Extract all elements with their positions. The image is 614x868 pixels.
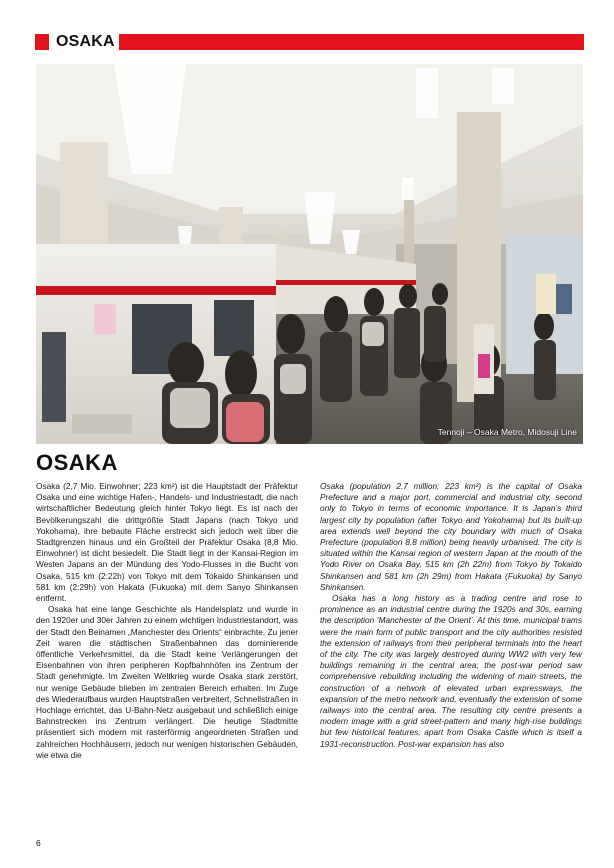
german-text-column xyxy=(36,481,298,761)
section-title: OSAKA xyxy=(36,450,118,475)
german-paragraph: Osaka hat eine lange Geschichte als Handelsplatz und wurde in den 1920er und 30er Jahren zu einem wichtigen Industriestandort, was der Stadt den Beinamen „Manchester des Orients“ einbrachte. Zu jener Zeit waren die städtischen Straßenbahnen das dominierende öffentliche Verkehrsmittel, da die Stadt keine Verlängerungen der Eisenbahnen von ihren peripheren Kopfbahnhöfen ins Zentrum der Stadt genehmigte. Im Zweiten Weltkrieg wurde Osaka stark zerstört, nur wenige Gebäude blieben im zentralen Bereich erhalten. Im Zuge des Wiederaufbaus wurden Hauptstraßen verbreitert, Schnellstraßen in Hochlage errichtet, das U-Bahn-Netz ausgebaut und schließlich einige Bahnstrecken ins Zentrum verlängert. Die heutige Stadtmitte präsentiert sich modern mit rasterförmig angeordneten Straßen und zahlreichen Hochhäusern, jedoch nur wenigen historischen Gebäuden, wie etwa die xyxy=(36,604,298,760)
metro-platform-illustration xyxy=(36,64,583,444)
header-accent-square xyxy=(35,34,49,50)
german-paragraph: Osaka (2,7 Mio. Einwohner; 223 km²) ist die Hauptstadt der Präfektur Osaka und eine wichtige Hafen-, Handels- und Industriestadt, die nach wirtschaftlicher Bedeutung gleich hinter Tokyo liegt. Es ist nach der Bevölkerungszahl die drittgrößte Stadt Japans (nach Tokyo und Yokohama), ihre bebaute Fläche erstreckt sich jedoch weit über die Stadtgrenzen hinaus und ein Großteil der Präfektur Osaka (8,8 Mio. Einwohner) ist dicht besiedelt. Die Stadt liegt in der Kansai-Region im Westen Japans an der Mündung des Yodo-Flusses in die Bucht von Osaka, 515 km (2:22h) von Tokyo mit dem Tokaido Shinkansen und 581 km (2:29h) von Hakata (Fukuoka) mit dem Sanyo Shinkansen entfernt. xyxy=(36,481,298,604)
station-photo xyxy=(36,64,583,444)
english-paragraph: Osaka (population 2.7 million; 223 km²) is the capital of Osaka Prefecture and a major port, commercial and industrial city, second only to Tokyo in terms of economic importance. It is Japan’s third largest city by population (after Tokyo and Yokohama) but its built-up area extends well beyond the city boundary with much of Osaka Prefecture (population 8.8 million) being heavily urbanised. The city is situated within the Kansai region of western Japan at the mouth of the Yodo River on Osaka Bay, 515 km (2h 22m) from Tokyo by Tokaido Shinkansen and 581 km (2h 29m) from Hakata (Fukuoka) by Sanyo Shinkansen. xyxy=(320,481,582,592)
photo-caption: Tennoji – Osaka Metro, Midosuji Line xyxy=(437,427,577,437)
page-number: 6 xyxy=(36,838,41,848)
section-header xyxy=(35,34,584,50)
english-text-column xyxy=(320,481,582,750)
header-accent-bar xyxy=(119,34,584,50)
english-paragraph: Osaka has a long history as a trading centre and rose to prominence as an industrial centre during the 1920s and 30s, earning the description ‘Manchester of the Orient’. At this time, municipal trams were the main form of public transport and the city authorities resisted the extension of railways from their peripheral terminals into the heart of the city. The city was largely destroyed during WW2 with very few buildings remaining in the central area; the post-war period saw comprehensive rebuilding including the widening of main streets, the construction of a network of elevated urban expressways, the expansion of the metro network and, eventually the extension of some railways into the central area. The resulting city centre presents a modern image with a grid street-pattern and many high-rise buildings but few historical features, apart from Osaka Castle which is itself a 1931-reconstruction. Post-war expansion has also xyxy=(320,593,582,749)
header-title: OSAKA xyxy=(56,33,115,50)
